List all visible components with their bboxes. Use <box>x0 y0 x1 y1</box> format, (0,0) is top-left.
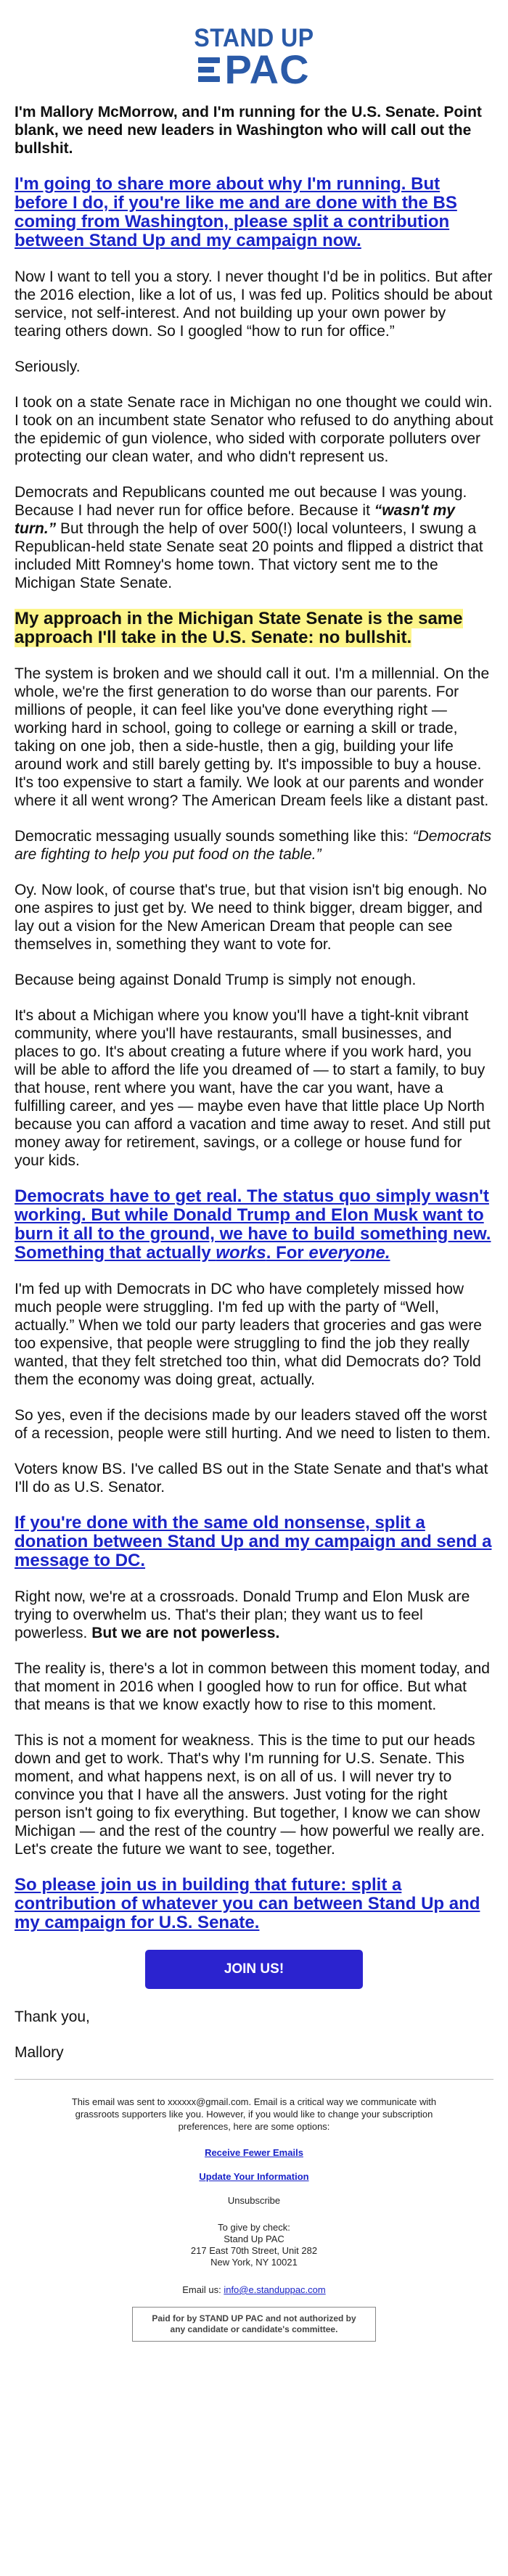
emphasis: But we are not powerless. <box>91 1625 280 1641</box>
text: Right now, we're at a crossroads. Donald Trump and Elon Musk are trying to overwhelm us. That's their plan; they want us to feel powerless. <box>15 1588 470 1641</box>
mailing-address <box>15 2222 493 2268</box>
logo-line-2: PAC <box>224 46 310 92</box>
text: But through the help of over 500(!) local volunteers, I swung a Republican-held state Senate seat 20 points and flipped a district that included Mitt Romney's home town. That victory sent me to the Michigan State Senate. <box>15 520 483 591</box>
paragraph: Oy. Now look, of course that's true, but that vision isn't big enough. No one aspires to just get by. We need to think bigger, dream bigger, and lay out a vision for the New American Dream that people can see themselves in, something they want to vote for. <box>15 882 487 953</box>
address-line: To give by check: <box>218 2222 290 2233</box>
cta-link-2[interactable] <box>15 1187 493 1263</box>
signature: Mallory <box>15 2044 64 2061</box>
footer <box>15 2079 493 2363</box>
paid-for-disclaimer <box>132 2307 375 2342</box>
emphasis: “wasn't my turn.” <box>15 502 455 537</box>
paragraph <box>15 1588 493 1642</box>
cta-link-4[interactable]: So please join us in building that future: split a contribution of whatever you can between Stand Up and my campaign for U.S. Senate. <box>15 1875 480 1932</box>
button-row <box>15 1950 493 1989</box>
logo-bars-icon <box>198 57 220 82</box>
paragraph: It's about a Michigan where you know you'll have a tight-knit vibrant community, where you'll have restaurants, small businesses, and places to go. It's about creating a future where if you work hard, you will be able to afford the life you dreamed of — to start a family, to buy that house, rent where you want, have the car you want, have a fulfilling career, and yes — maybe even have that little place Up North because you can afford a vacation and time away to reset. And still put money away for retirement, savings, or a college or house fund for your kids. <box>15 1007 491 1169</box>
cta-link-1[interactable]: I'm going to share more about why I'm running. But before I do, if you're like me and are done with the BS coming from Washington, please split a contribution between Stand Up and my campaign now. <box>15 174 457 250</box>
quote: “Democrats are fighting to help you put food on the table.” <box>15 828 492 863</box>
signoff: Thank you, <box>15 2009 90 2025</box>
receive-fewer-emails-link[interactable]: Receive Fewer Emails <box>205 2147 303 2158</box>
paragraph: I'm fed up with Democrats in DC who have completely missed how much people were struggling. I'm fed up with the party of “Well, actually.” When we told our party leaders that groceries and gas were too expensive, that people were struggling to find the job they really wanted, that they felt stretched too thin, what did Democrats do? Told them the economy was doing great, actually. <box>15 1281 482 1388</box>
paragraph <box>15 827 493 864</box>
address-line: 217 East 70th Street, Unit 282 <box>190 2245 318 2256</box>
text: Democrats and Republicans counted me out because I was young. Because I had never run for office before. Because it <box>15 484 467 519</box>
logo-line-1: STAND UP <box>194 23 314 52</box>
disclaimer-line: Paid for by STAND UP PAC and not authorized by <box>152 2313 356 2323</box>
paragraph: The reality is, there's a lot in common between this moment today, and that moment in 2016 when I googled how to run for office. But what that means is that we know exactly how to rise to this moment. <box>15 1660 490 1713</box>
paragraph: Because being against Donald Trump is simply not enough. <box>15 972 417 988</box>
paragraph <box>15 483 493 592</box>
contact-email <box>15 2284 493 2295</box>
text: . For <box>266 1243 309 1263</box>
paragraph: So yes, even if the decisions made by our leaders staved off the worst of a recession, people were still hurting. And we need to listen to them. <box>15 1407 491 1442</box>
disclaimer-line: any candidate or candidate's committee. <box>170 2324 338 2334</box>
email-link[interactable]: info@e.standuppac.com <box>224 2284 326 2295</box>
join-us-button[interactable]: JOIN US! <box>145 1950 363 1989</box>
stand-up-pac-logo <box>15 0 493 92</box>
paragraph: Now I want to tell you a story. I never thought I'd be in politics. But after the 2016 election, like a lot of us, I was fed up. Politics should be about service, not self-interest. And not building up your own power by tearing others down. So I googled “how to run for office.” <box>15 268 493 340</box>
paragraph: The system is broken and we should call it out. I'm a millennial. On the whole, we're the first generation to do worse than our parents. For millions of people, it can feel like you've done everything right — working hard in school, going to college or earning a skill or trade, taking on one job, then a side-hustle, then a gig, building your life around work and still barely getting by. It's impossible to buy a house. It's too expensive to start a family. We look at our parents and wonder where it all went wrong? The American Dream feels like a distant past. <box>15 665 490 809</box>
paragraph: Voters know BS. I've called BS out in the State Senate and that's what I'll do as U.S. Senator. <box>15 1461 488 1496</box>
text: Democrats have to get real. The status quo simply wasn't working. But while Donald Trump and Elon Musk want to burn it all to the ground, we have to build something new. Something that actually <box>15 1186 491 1263</box>
email-label: Email us: <box>182 2284 224 2295</box>
text: Democratic messaging usually sounds something like this: <box>15 828 413 845</box>
footer-note: This email was sent to xxxxxx@gmail.com. Email is a critical way we communicate with grassroots supporters like you. However, if you would like to change your subscription preferences, here are some options: <box>71 2096 437 2132</box>
address-line: New York, NY 10021 <box>210 2257 298 2268</box>
unsubscribe-link[interactable]: Unsubscribe <box>227 2195 281 2206</box>
paragraph: Seriously. <box>15 358 81 375</box>
paragraph: This is not a moment for weakness. This is the time to put our heads down and get to work. That's why I'm running for U.S. Senate. This moment, and what happens next, is on all of us. I will never try to convince you that I have all the answers. Just voting for the right person isn't going to fix everything. But together, I know we can show Michigan — and the rest of the country — how powerful we really are. Let's create the future we want to see, together. <box>15 1732 485 1858</box>
update-information-link[interactable]: Update Your Information <box>199 2171 309 2182</box>
logo-line-2-row <box>198 46 310 92</box>
paragraph: I took on a state Senate race in Michigan no one thought we could win. I took on an incumbent state Senator who refused to do anything about the epidemic of gun violence, who sided with corporate polluters over protecting our clean water, and who didn't represent us. <box>15 394 493 465</box>
highlighted-text: My approach in the Michigan State Senate is the same approach I'll take in the U.S. Senate: no bullshit. <box>15 609 463 647</box>
highlighted-heading <box>15 610 493 647</box>
address-line: Stand Up PAC <box>224 2234 284 2244</box>
emphasis: everyone. <box>308 1243 390 1263</box>
intro-heading: I'm Mallory McMorrow, and I'm running for the U.S. Senate. Point blank, we need new leaders in Washington who will call out the bullshit. <box>15 104 482 157</box>
emphasis: works <box>216 1243 266 1263</box>
cta-link-3[interactable]: If you're done with the same old nonsense, split a donation between Stand Up and my campaign and send a message to DC. <box>15 1513 492 1570</box>
